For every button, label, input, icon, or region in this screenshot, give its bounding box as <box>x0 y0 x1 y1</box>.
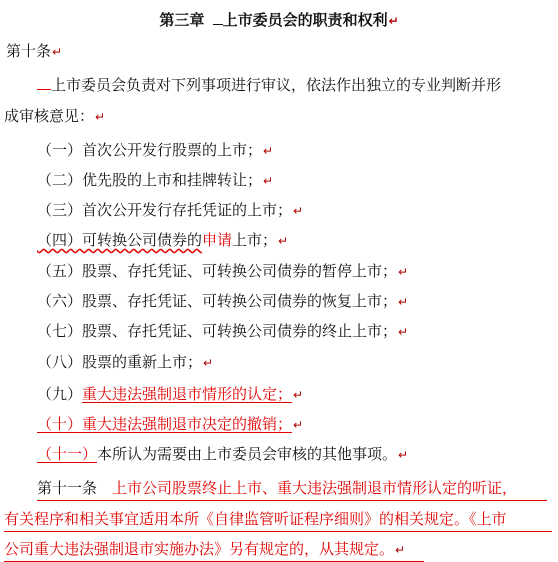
list-item-text: （一）首次公开发行股票的上市； <box>37 141 263 159</box>
paragraph-mark: ↵ <box>203 356 214 370</box>
paragraph-mark: ↵ <box>395 543 406 557</box>
inserted-text: 公司重大违法强制退市实施办法》另有规定的，从其规定。 <box>4 540 395 558</box>
paragraph-mark: ↵ <box>95 110 106 124</box>
chapter-name: 上市委员会的职责和权利 <box>222 11 388 29</box>
paragraph-mark: ↵ <box>398 325 409 339</box>
paragraph-mark: ↵ <box>398 448 409 462</box>
article-10-intro-line2 <box>4 106 105 127</box>
list-item-text: （八）股票的重新上市； <box>37 353 203 371</box>
article-10-heading-text: 第十条 <box>6 42 52 60</box>
list-item <box>37 170 273 191</box>
list-item <box>37 200 303 221</box>
list-item-text: （三）首次公开发行存托凭证的上市； <box>37 201 293 219</box>
paragraph-mark: ↵ <box>293 388 304 402</box>
inserted-text: 申请 <box>202 231 233 249</box>
inserted-text: （十）重大违法强制退市决定的撤销； <box>37 415 293 433</box>
inserted-number: （十一） <box>37 445 98 463</box>
paragraph-mark: ↵ <box>398 295 409 309</box>
list-item-text: （五）股票、存托凭证、可转换公司债券的暂停上市； <box>37 262 398 280</box>
title-blank <box>213 10 223 25</box>
list-item-text: （四）可转换公司债券的 <box>37 231 203 249</box>
list-item-text: （六）股票、存托凭证、可转换公司债券的恢复上市； <box>37 292 398 310</box>
paragraph-mark: ↵ <box>293 204 304 218</box>
list-item <box>37 230 288 251</box>
paragraph-mark: ↵ <box>263 174 274 188</box>
paragraph-mark: ↵ <box>263 144 274 158</box>
article-11-line1 <box>37 478 517 498</box>
chapter-number: 第三章 <box>159 11 205 29</box>
revision-underline <box>4 531 552 532</box>
article-10-heading <box>6 41 62 62</box>
list-item-number: （九） <box>37 385 83 403</box>
revision-underline <box>37 500 547 501</box>
article-11-heading: 第十一条 <box>37 479 98 497</box>
list-item-inserted <box>37 384 303 405</box>
paragraph-mark: ↵ <box>52 45 63 59</box>
list-item <box>37 444 408 465</box>
paragraph-mark: ↵ <box>293 418 304 432</box>
paragraph-mark: ↵ <box>388 14 399 28</box>
chapter-title <box>0 10 558 31</box>
list-item-text: （七）股票、存托凭证、可转换公司债券的终止上市； <box>37 322 398 340</box>
inserted-blank <box>37 75 51 90</box>
article-10-intro-line1 <box>37 75 501 95</box>
list-item-text: 本所认为需要由上市委员会审核的其他事项。 <box>97 445 398 463</box>
intro-text-2: 成审核意见： <box>4 107 95 125</box>
inserted-text: 重大违法强制退市情形的认定； <box>82 385 293 403</box>
list-item <box>37 321 408 342</box>
article-11-line2 <box>4 509 507 529</box>
list-item-inserted <box>37 414 303 435</box>
intro-text-1: 上市委员会负责对下列事项进行审议，依法作出独立的专业判断并形 <box>51 76 502 94</box>
inserted-text: 上市公司股票终止上市、重大违法强制退市情形认定的听证， <box>112 479 518 497</box>
list-item <box>37 140 273 161</box>
list-item <box>37 352 213 373</box>
paragraph-mark: ↵ <box>278 234 289 248</box>
inserted-text: 有关程序和相关事宜适用本所《自律监管听证程序细则》的相关规定。《上市 <box>4 510 507 528</box>
paragraph-mark: ↵ <box>398 265 409 279</box>
list-item <box>37 291 408 312</box>
article-11-line3 <box>4 539 405 560</box>
list-item-tail: 上市； <box>232 231 278 249</box>
list-item-text: （二）优先股的上市和挂牌转让； <box>37 171 263 189</box>
list-item <box>37 261 408 282</box>
